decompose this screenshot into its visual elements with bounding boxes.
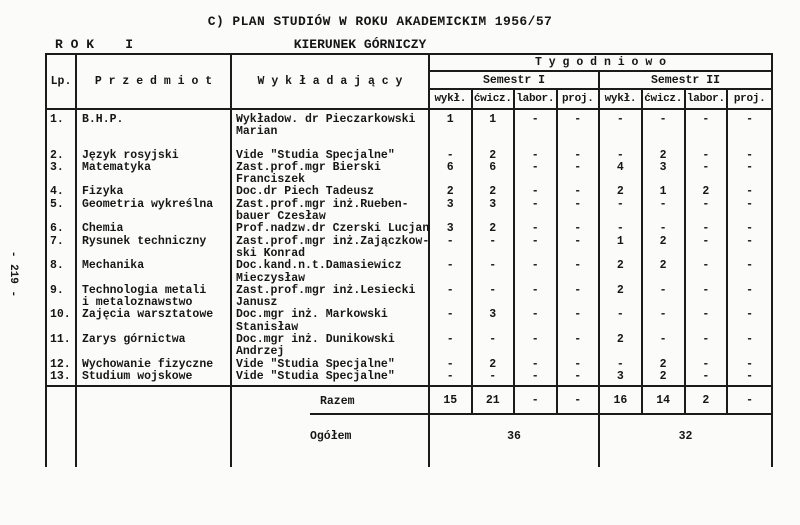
text-line: Język rosyjski	[82, 148, 179, 162]
text-line: Janusz	[236, 296, 278, 310]
hours-cell-empty	[643, 383, 686, 385]
text-line: Zast.prof.mgr Bierski	[236, 160, 381, 174]
text-line: Zast.prof.mgr inż.Rueben-	[236, 197, 409, 211]
hours-cell-wykl-2: 4	[600, 162, 643, 187]
hours-cell-labor-2: -	[686, 110, 729, 150]
razem-total-labor-1: -	[515, 387, 558, 415]
col-header-labor-2: labor.	[686, 90, 729, 110]
text-line: Stanisław	[236, 320, 299, 334]
text-line: Vide "Studia Specjalne"	[236, 369, 395, 383]
lecturer-cell	[232, 383, 430, 385]
hours-cell-cwicz-1: 2	[473, 223, 516, 235]
subject-cell	[77, 223, 232, 235]
row-number: 6.	[47, 223, 77, 235]
hours-cell-proj-1: -	[558, 223, 601, 235]
text-line: Doc.kand.n.t.Damasiewicz	[236, 259, 402, 273]
hours-cell-cwicz-2: 2	[643, 150, 686, 162]
lecturer-cell	[232, 260, 430, 285]
hours-cell-proj-2: -	[746, 113, 754, 126]
hours-cell-cwicz-1: -	[473, 334, 516, 359]
text-line: Zast.prof.mgr inż.Lesiecki	[236, 283, 416, 297]
hours-cell-wykl-2: 2	[600, 186, 643, 198]
col-header-wykl-1: wykł.	[430, 90, 473, 110]
hours-cell-labor-1: -	[515, 334, 558, 359]
subject-cell	[77, 334, 232, 359]
lecturer-cell	[232, 186, 430, 198]
hours-cell-labor-2: -	[686, 236, 729, 261]
hours-cell-empty	[600, 383, 643, 385]
table-row	[47, 285, 771, 310]
text-line: Fizyka	[82, 185, 124, 199]
hours-cell-proj-2: -	[746, 369, 754, 383]
hours-cell-labor-2: -	[686, 334, 729, 359]
text-line: ski Konrad	[236, 246, 306, 260]
lecturer-cell	[232, 236, 430, 261]
table-row	[47, 199, 771, 224]
hours-cell-wykl-2: -	[600, 223, 643, 235]
text-line: Doc.mgr inż. Dunikowski	[236, 333, 395, 347]
subject-cell	[77, 383, 232, 385]
row-number: 13.	[47, 371, 77, 383]
hours-cell-wykl-1: -	[430, 359, 473, 371]
subcolumn-header-row	[430, 90, 771, 110]
table-header-weekly	[430, 55, 771, 110]
hours-cell-wykl-2: -	[600, 359, 643, 371]
text-line: Zast.prof.mgr inż.Zajączkow-	[236, 234, 430, 248]
hours-cell-proj-1: -	[558, 334, 601, 359]
hours-cell-cwicz-1: 2	[473, 359, 516, 371]
subject-cell	[77, 186, 232, 198]
text-line: Franciszek	[236, 173, 306, 187]
row-number: 7.	[47, 236, 77, 261]
hours-cell-labor-2: -	[686, 223, 729, 235]
hours-cell-wykl-2: -	[600, 199, 643, 224]
hours-cell-labor-1: -	[515, 162, 558, 187]
col-header-wykladajacy: W y k ł a d a j ą c y	[232, 55, 430, 110]
col-header-semestr-1: Semestr I	[430, 72, 600, 90]
text-line: Prof.nadzw.dr Czerski Lucjan	[236, 222, 430, 236]
hours-cell-proj-2: -	[746, 222, 754, 236]
razem-spacer-lp	[47, 387, 77, 415]
hours-cell-wykl-2: 1	[600, 236, 643, 261]
text-line: Rysunek techniczny	[82, 234, 207, 248]
hours-cell-cwicz-1: 2	[473, 150, 516, 162]
table-row	[47, 110, 771, 150]
hours-cell-cwicz-1: -	[473, 285, 516, 310]
razem-total-cwicz-1: 21	[473, 387, 516, 415]
ogolem-total-semestr-1: 36	[430, 415, 600, 467]
hours-cell-wykl-1: 3	[430, 223, 473, 235]
hours-cell-proj-1: -	[558, 285, 601, 310]
hours-cell-wykl-1: 6	[430, 162, 473, 187]
hours-cell-proj-1: -	[558, 371, 601, 383]
hours-cell-wykl-1: -	[430, 236, 473, 261]
hours-cell-wykl-2: 3	[600, 371, 643, 383]
text-line: Chemia	[82, 222, 124, 236]
table-row	[47, 334, 771, 359]
hours-cell-empty	[515, 383, 558, 385]
text-line: Mieczysław	[236, 271, 306, 285]
razem-spacer-subject	[77, 387, 232, 415]
hours-cell-cwicz-2: -	[643, 334, 686, 359]
hours-cell-labor-2: 2	[686, 186, 729, 198]
hours-cell-labor-1: -	[515, 110, 558, 150]
subject-cell	[77, 110, 232, 150]
hours-cell-labor-1: -	[515, 223, 558, 235]
hours-cell-empty	[473, 383, 516, 385]
hours-cell-labor-1: -	[515, 371, 558, 383]
col-header-cwicz-1: ćwicz.	[473, 90, 516, 110]
col-header-semestr-2: Semestr II	[600, 72, 771, 90]
text-line: Zajęcia warsztatowe	[82, 308, 214, 322]
razem-total-cwicz-2: 14	[643, 387, 686, 415]
lecturer-cell	[232, 199, 430, 224]
hours-cell-wykl-1: -	[430, 285, 473, 310]
row-number: 11.	[47, 334, 77, 359]
col-header-wykl-2: wykł.	[600, 90, 643, 110]
col-header-proj-1: proj.	[558, 90, 601, 110]
ogolem-label: Ogółem	[232, 415, 430, 467]
text-line: Geometria wykreślna	[82, 197, 214, 211]
table-header	[47, 55, 771, 110]
lecturer-cell	[232, 223, 430, 235]
text-line: Wykładow. dr Pieczarkowski	[236, 113, 416, 126]
text-line: Matematyka	[82, 160, 152, 174]
col-header-labor-1: labor.	[515, 90, 558, 110]
row-number: 2.	[47, 150, 77, 162]
row-number: 3.	[47, 162, 77, 187]
text-line: bauer Czesław	[236, 210, 326, 224]
hours-cell-wykl-1: 2	[430, 186, 473, 198]
table-row	[47, 186, 771, 198]
hours-cell-wykl-2: 2	[600, 285, 643, 310]
subject-cell	[77, 199, 232, 224]
razem-total-labor-2: 2	[686, 387, 729, 415]
text-line: Vide "Studia Specjalne"	[236, 357, 395, 371]
hours-cell-proj-2: -	[746, 259, 754, 273]
hours-cell-cwicz-1: -	[473, 236, 516, 261]
hours-cell-wykl-1: -	[430, 371, 473, 383]
row-number: 5.	[47, 199, 77, 224]
hours-cell-proj-2: -	[746, 148, 754, 162]
hours-cell-cwicz-2: 3	[643, 162, 686, 187]
hours-cell-proj-2: -	[746, 283, 754, 297]
hours-cell-wykl-1: -	[430, 334, 473, 359]
lecturer-cell	[232, 334, 430, 359]
hours-cell-proj-1: -	[558, 186, 601, 198]
hours-cell-wykl-1: -	[430, 260, 473, 285]
text-line: Andrzej	[236, 345, 285, 359]
hours-cell-labor-2: -	[686, 150, 729, 162]
hours-cell-cwicz-2: 2	[643, 359, 686, 371]
hours-cell-cwicz-1: 6	[473, 162, 516, 187]
text-line: i metaloznawstwo	[82, 296, 193, 310]
hours-cell-proj-2: -	[746, 234, 754, 248]
col-header-przedmiot: P r z e d m i o t	[77, 55, 232, 110]
hours-cell-labor-1: -	[515, 199, 558, 224]
col-header-cwicz-2: ćwicz.	[643, 90, 686, 110]
hours-cell-empty	[686, 383, 729, 385]
subject-cell	[77, 309, 232, 334]
hours-cell-proj-2: -	[746, 160, 754, 174]
kierunek-label: KIERUNEK GÓRNICZY	[293, 37, 427, 52]
hours-cell-proj-2: -	[746, 185, 754, 199]
text-line: Technologia metali	[82, 283, 207, 297]
text-line: B.H.P.	[82, 113, 124, 126]
hours-cell-cwicz-1: -	[473, 260, 516, 285]
subject-cell	[77, 285, 232, 310]
row-number: 1.	[47, 110, 77, 150]
hours-cell-labor-1: -	[515, 150, 558, 162]
hours-cell-labor-2: -	[686, 359, 729, 371]
hours-cell-empty	[558, 383, 601, 385]
ogolem-spacer-subject	[77, 415, 232, 467]
subject-cell	[77, 371, 232, 383]
hours-cell-cwicz-2: 2	[643, 236, 686, 261]
hours-cell-proj-1: -	[558, 236, 601, 261]
lecturer-cell	[232, 110, 430, 150]
hours-cell-labor-1: -	[515, 186, 558, 198]
hours-cell-cwicz-1: 3	[473, 199, 516, 224]
hours-cell-empty	[728, 383, 771, 385]
hours-cell-proj-1: -	[558, 162, 601, 187]
hours-cell-wykl-2: -	[600, 309, 643, 334]
hours-cell-wykl-1: 3	[430, 199, 473, 224]
hours-cell-proj-2: -	[746, 333, 754, 347]
table-body	[47, 110, 771, 387]
hours-cell-wykl-1: -	[430, 309, 473, 334]
col-header-proj-2: proj.	[728, 90, 771, 110]
hours-cell-wykl-1: -	[430, 150, 473, 162]
table-row	[47, 236, 771, 261]
hours-cell-labor-2: -	[686, 371, 729, 383]
hours-cell-cwicz-2: -	[643, 285, 686, 310]
razem-total-proj-1: -	[558, 387, 601, 415]
table-row	[47, 309, 771, 334]
hours-cell-labor-2: -	[686, 285, 729, 310]
hours-cell-proj-1: -	[558, 110, 601, 150]
hours-cell-labor-1: -	[515, 260, 558, 285]
hours-cell-cwicz-1: -	[473, 371, 516, 383]
hours-cell-cwicz-2: -	[643, 110, 686, 150]
subject-cell	[77, 236, 232, 261]
hours-cell-wykl-1: 1	[430, 110, 473, 150]
hours-cell-labor-2: -	[686, 260, 729, 285]
hours-cell-wykl-2: -	[600, 150, 643, 162]
hours-cell-wykl-2: -	[600, 110, 643, 150]
hours-cell-cwicz-1: 2	[473, 186, 516, 198]
hours-cell-proj-2: -	[746, 357, 754, 371]
razem-total-wykl-2: 16	[600, 387, 643, 415]
razem-total-wykl-1: 15	[430, 387, 473, 415]
text-line: Studium wojskowe	[82, 369, 193, 383]
hours-cell-labor-1: -	[515, 359, 558, 371]
lecturer-cell	[232, 285, 430, 310]
text-line: Vide "Studia Specjalne"	[236, 148, 395, 162]
semester-header-row	[430, 72, 771, 90]
hours-cell-wykl-2: 2	[600, 260, 643, 285]
hours-cell-cwicz-2: -	[643, 309, 686, 334]
col-header-lp: Lp.	[47, 55, 77, 110]
ogolem-total-semestr-2: 32	[678, 430, 693, 443]
row-number: 10.	[47, 309, 77, 334]
row-number: 12.	[47, 359, 77, 371]
row-number: 4.	[47, 186, 77, 198]
text-line: Zarys górnictwa	[82, 333, 186, 347]
hours-cell-empty	[430, 383, 473, 385]
table-header-left	[47, 55, 430, 110]
table-row	[47, 383, 771, 385]
hours-cell-proj-1: -	[558, 150, 601, 162]
hours-cell-wykl-2: 2	[600, 334, 643, 359]
hours-cell-cwicz-2: -	[643, 223, 686, 235]
hours-cell-cwicz-2: 1	[643, 186, 686, 198]
hours-cell-cwicz-2: 2	[643, 371, 686, 383]
razem-row	[47, 387, 771, 415]
hours-cell-labor-1: -	[515, 285, 558, 310]
text-line: Wychowanie fizyczne	[82, 357, 214, 371]
hours-cell-labor-2: -	[686, 309, 729, 334]
text-line: Doc.dr Piech Tadeusz	[236, 185, 375, 199]
row-number	[47, 383, 77, 385]
hours-cell-labor-1: -	[515, 236, 558, 261]
row-number: 8.	[47, 260, 77, 285]
hours-cell-proj-1: -	[558, 309, 601, 334]
page-title: C) PLAN STUDIÓW W ROKU AKADEMICKIM 1956/57	[207, 14, 553, 29]
table-row	[47, 223, 771, 235]
hours-cell-labor-2: -	[686, 162, 729, 187]
subject-cell	[77, 260, 232, 285]
razem-total-proj-2: -	[728, 387, 771, 415]
hours-cell-cwicz-1: 3	[473, 309, 516, 334]
col-header-tygodniowo: T y g o d n i o w o	[430, 55, 771, 72]
subject-cell	[77, 162, 232, 187]
hours-cell-proj-2: -	[746, 197, 754, 211]
hours-cell-cwicz-1: 1	[473, 110, 516, 150]
text-line: Doc.mgr inż. Markowski	[236, 308, 388, 322]
row-number: 9.	[47, 285, 77, 310]
text-line: Mechanika	[82, 259, 145, 273]
hours-cell-proj-2: -	[746, 308, 754, 322]
lecturer-cell	[232, 371, 430, 383]
text-line: Marian	[236, 125, 278, 139]
margin-page-number: - 219 -	[7, 250, 19, 298]
hours-cell-proj-1: -	[558, 359, 601, 371]
ogolem-spacer-lp	[47, 415, 77, 467]
study-plan-table	[45, 53, 773, 467]
razem-label: Razem	[232, 387, 430, 415]
ogolem-row	[47, 415, 771, 467]
lecturer-cell	[232, 309, 430, 334]
table-row	[47, 371, 771, 383]
hours-cell-labor-2: -	[686, 199, 729, 224]
hours-cell-proj-1: -	[558, 260, 601, 285]
hours-cell-cwicz-2: -	[643, 199, 686, 224]
hours-cell-cwicz-2: 2	[643, 260, 686, 285]
hours-cell-proj-1: -	[558, 199, 601, 224]
table-row	[47, 162, 771, 187]
hours-cell-labor-1: -	[515, 309, 558, 334]
rok-label: R O K I	[55, 37, 134, 52]
lecturer-cell	[232, 162, 430, 187]
table-row	[47, 260, 771, 285]
